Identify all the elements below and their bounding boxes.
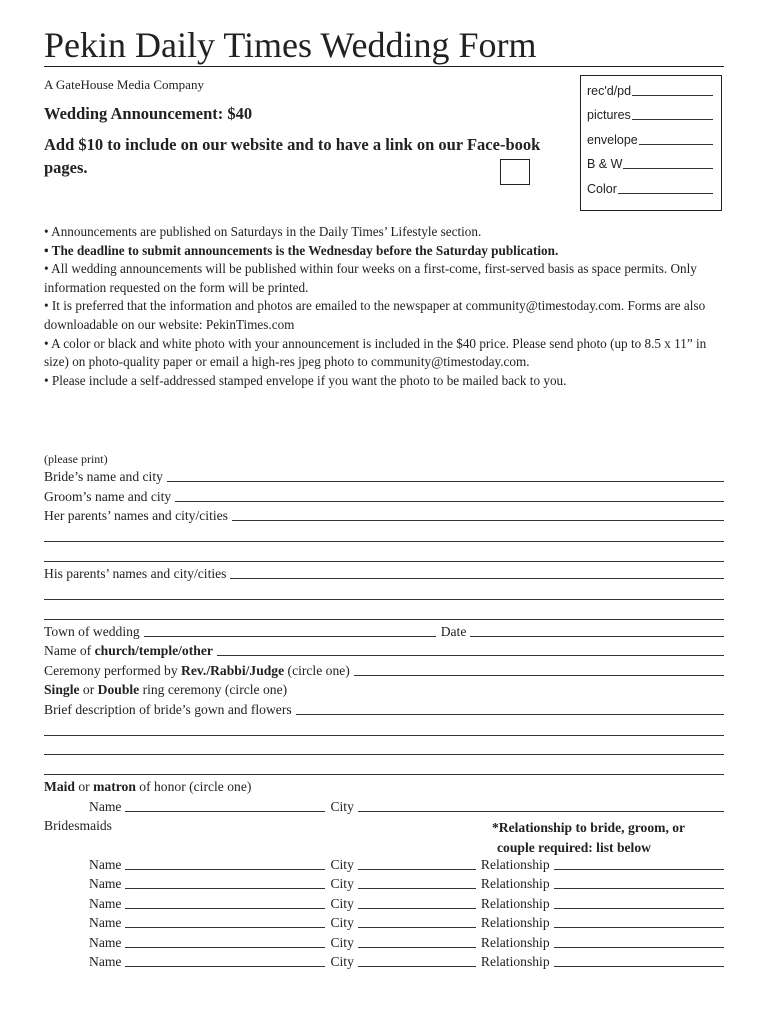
title-divider	[44, 66, 724, 67]
name-input-line[interactable]	[125, 888, 325, 889]
name-label: Name	[89, 954, 122, 969]
bridesmaid-row	[44, 913, 724, 931]
bridesmaid-row	[44, 933, 724, 951]
name-label: Name	[89, 915, 122, 930]
please-print-note: (please print)	[44, 452, 108, 466]
form-title: Pekin Daily Times Wedding Form	[44, 25, 537, 65]
relationship-input-line[interactable]	[554, 927, 724, 928]
bridesmaid-row	[44, 874, 724, 892]
church-label: Name of church/temple/other	[44, 643, 213, 658]
blank-line[interactable]	[44, 541, 724, 542]
name-input-line[interactable]	[125, 869, 325, 870]
city-input-line[interactable]	[358, 888, 476, 889]
ring-label: Single or Double ring ceremony (circle one)	[44, 682, 288, 697]
city-input-line[interactable]	[358, 927, 476, 928]
relationship-label: Relationship	[480, 876, 550, 891]
name-input-line[interactable]	[125, 811, 325, 812]
ceremony-field[interactable]	[44, 661, 724, 679]
instruction-item: • It is preferred that the information and photos are emailed to the newspaper at community@timestoday.com. Forms are also downloadable on our website: PekinTimes.com	[44, 298, 706, 332]
name-label: Name	[89, 857, 122, 872]
name-input-line[interactable]	[125, 947, 325, 948]
website-option-checkbox[interactable]	[500, 159, 530, 185]
city-label: City	[330, 896, 354, 911]
gown-label: Brief description of bride’s gown and flowers	[44, 702, 292, 717]
bride-label: Bride’s name and city	[44, 469, 163, 484]
name-label: Name	[89, 935, 122, 950]
blank-line[interactable]	[44, 735, 724, 736]
name-input-line[interactable]	[125, 908, 325, 909]
city-label: City	[330, 876, 354, 891]
groom-field[interactable]	[44, 487, 724, 505]
groom-label: Groom’s name and city	[44, 489, 172, 504]
name-input-line[interactable]	[125, 927, 325, 928]
instruction-item: • All wedding announcements will be published within four weeks on a first-come, first-served basis as space permits. Only information requested on the form will be printed.	[44, 261, 697, 295]
office-field-label: envelope	[587, 133, 638, 147]
gown-field[interactable]	[44, 700, 724, 718]
relationship-label: Relationship	[480, 896, 550, 911]
city-input-line[interactable]	[358, 908, 476, 909]
bridesmaid-row	[44, 894, 724, 912]
honor-attendant-choice[interactable]	[44, 777, 724, 795]
date-label: Date	[440, 624, 467, 639]
relationship-label: Relationship	[480, 935, 550, 950]
date-input-line[interactable]	[470, 636, 724, 637]
announcement-price: Wedding Announcement: $40	[44, 104, 253, 123]
bridesmaid-row	[44, 952, 724, 970]
city-input-line[interactable]	[358, 966, 476, 967]
city-label: City	[330, 799, 354, 814]
her-parents-field[interactable]	[44, 506, 724, 524]
city-label: City	[330, 935, 354, 950]
name-input-line[interactable]	[125, 966, 325, 967]
name-label: Name	[89, 896, 122, 911]
city-input-line[interactable]	[358, 869, 476, 870]
his-parents-label: His parents’ names and city/cities	[44, 566, 227, 581]
city-label: City	[330, 915, 354, 930]
ceremony-label: Ceremony performed by Rev./Rabbi/Judge (circle one)	[44, 663, 350, 678]
office-field-label: Color	[587, 182, 617, 196]
his-parents-field[interactable]	[44, 564, 724, 582]
office-field[interactable]	[587, 180, 713, 196]
honor-label: Maid or matron of honor (circle one)	[44, 779, 252, 794]
instructions-list	[44, 223, 734, 390]
town-label: Town of wedding	[44, 624, 140, 639]
relationship-input-line[interactable]	[554, 947, 724, 948]
office-field[interactable]	[587, 131, 713, 147]
website-offer: Add $10 to include on our website and to have a link on our Face-book pages.	[44, 135, 541, 177]
name-label: Name	[89, 799, 122, 814]
relationship-label: Relationship	[480, 857, 550, 872]
office-field[interactable]	[587, 155, 713, 171]
relationship-input-line[interactable]	[554, 966, 724, 967]
blank-line[interactable]	[44, 774, 724, 775]
relationship-input-line[interactable]	[554, 869, 724, 870]
city-label: City	[330, 954, 354, 969]
city-input-line[interactable]	[358, 811, 724, 812]
instruction-item: • A color or black and white photo with your announcement is included in the $40 price. Please send photo (up to 8.5 x 11” in size) on photo-quality paper or email a high-res jpeg photo to community@timestoday.com.	[44, 335, 707, 370]
bridesmaid-row	[44, 855, 724, 873]
bridesmaids-heading: Bridesmaids	[44, 818, 112, 833]
instruction-item: • Please include a self-addressed stamped envelope if you want the photo to be mailed back to you.	[44, 372, 567, 388]
office-field[interactable]	[587, 82, 713, 98]
church-field[interactable]	[44, 641, 724, 659]
relationship-label: Relationship	[480, 954, 550, 969]
blank-line[interactable]	[44, 599, 724, 600]
relationship-input-line[interactable]	[554, 908, 724, 909]
office-field-label: pictures	[587, 108, 631, 122]
ring-ceremony-choice[interactable]	[44, 680, 724, 698]
company-tagline: A GateHouse Media Company	[44, 77, 204, 92]
her-parents-label: Her parents’ names and city/cities	[44, 508, 228, 523]
town-date-row	[44, 622, 724, 640]
instruction-item: • The deadline to submit announcements is the Wednesday before the Saturday publication.	[44, 242, 559, 258]
name-label: Name	[89, 876, 122, 891]
bride-field[interactable]	[44, 467, 724, 485]
relationship-note: *Relationship to bride, groom, or couple required: list below	[492, 820, 686, 855]
blank-line[interactable]	[44, 754, 724, 755]
relationship-input-line[interactable]	[554, 888, 724, 889]
blank-line[interactable]	[44, 619, 724, 620]
office-use-box	[580, 75, 722, 211]
honor-name-city-row	[44, 797, 724, 815]
office-field-label: B & W	[587, 157, 623, 171]
relationship-label: Relationship	[480, 915, 550, 930]
town-input-line[interactable]	[144, 636, 436, 637]
office-field-label: rec'd/pd	[587, 84, 632, 98]
office-field[interactable]	[587, 106, 713, 122]
city-input-line[interactable]	[358, 947, 476, 948]
city-label: City	[330, 857, 354, 872]
instruction-item: • Announcements are published on Saturdays in the Daily Times’ Lifestyle section.	[44, 224, 482, 239]
blank-line[interactable]	[44, 561, 724, 562]
